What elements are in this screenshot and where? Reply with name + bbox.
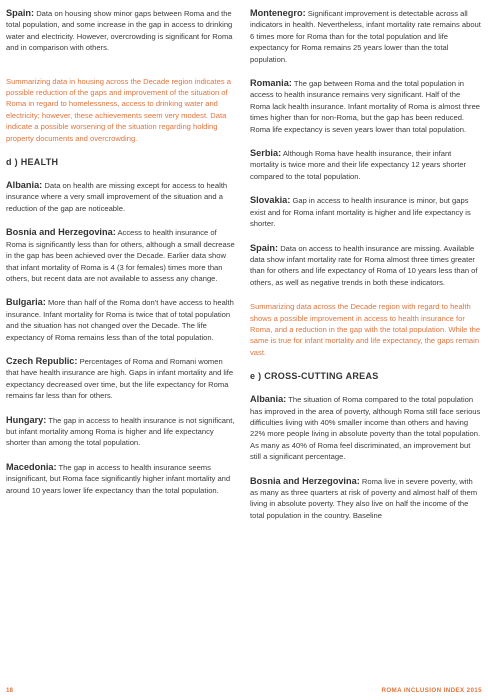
- country-label: Romania:: [250, 78, 292, 89]
- country-label: Bulgaria:: [6, 297, 46, 308]
- paragraph-text: Although Roma have health insurance, their infant mortality is twice more and their life expectancy 12 years shorter compared to the total population.: [250, 149, 467, 181]
- country-label: Hungary:: [6, 414, 47, 425]
- country-label: Albania:: [6, 180, 43, 191]
- country-label: Spain:: [6, 8, 35, 18]
- page-footer: [6, 684, 482, 694]
- health-slovakia-paragraph: [250, 195, 482, 229]
- health-albania-paragraph: [6, 180, 236, 214]
- country-label: Bosnia and Herzegovina:: [6, 227, 116, 238]
- health-serbia-paragraph: [250, 148, 482, 182]
- paragraph-text: Access to health insurance of Roma is significantly less than for others, although a small decrease in the gap has been achieved over the Decade. Earlier data show that infant mortality of Roma is 4 (3 for females) times more than others, but recent data are not available to assess any change.: [6, 228, 235, 283]
- right-column: [250, 8, 482, 534]
- paragraph-text: Data on housing show minor gaps between Roma and the total population, and some increase in the gap in access to drinking water and electricity. However, overcrowding is significant for Roma and in comparison with others.: [6, 9, 233, 53]
- paragraph-text: The situation of Roma compared to the total population has improved in the area of poverty, although Roma still face serious difficulties living with 40% smaller income than others and having 22% more people living in absolute poverty than the total population. As many as 40% of Roma feel discriminated, an improvement but still a significant percentage.: [250, 395, 481, 462]
- cross-bih-paragraph: [250, 476, 482, 522]
- section-heading-cross-cutting: e ) CROSS-CUTTING AREAS: [250, 371, 379, 382]
- paragraph-text: Data on health are missing except for access to health insurance where a very small improvement of the situation and a reduction of the gap are noticeable.: [6, 181, 228, 213]
- health-bih-paragraph: [6, 227, 236, 284]
- country-label: Bosnia and Herzegovina:: [250, 475, 360, 486]
- housing-summary-paragraph: Summarizing data in housing across the Decade region indicates a possible reduction of the gaps and improvement of the situation of Roma in regard to homelessness, access to drinking water and electricity; however, these achievements seem very modest. Data indicate a possible worsening of the situation regarding holding property documents and overcrowding.: [6, 76, 231, 143]
- country-label: Macedonia:: [6, 461, 57, 472]
- health-hungary-paragraph: [6, 415, 236, 449]
- country-label: Spain:: [250, 242, 279, 253]
- left-column: [6, 8, 236, 509]
- health-macedonia-paragraph: [6, 462, 236, 496]
- health-bulgaria-paragraph: [6, 297, 236, 343]
- country-label: Slovakia:: [250, 195, 291, 206]
- health-montenegro-paragraph: [250, 8, 482, 65]
- page-number: 18: [6, 687, 13, 694]
- health-romania-paragraph: [250, 78, 482, 135]
- health-spain-paragraph: [250, 243, 482, 289]
- paragraph-text: Gap in access to health insurance is minor, but gaps exist and for Roma infant mortality is higher and life expectancy is shorter.: [250, 196, 471, 229]
- paragraph-text: The gap in access to health insurance seems insignificant, but Roma face significantly higher infant mortality and around 10 years lower life expectancy than the total population.: [6, 462, 231, 495]
- paragraph-text: Roma live in severe poverty, with as many as three quarters at risk of poverty and almost half of them living in absolute poverty. They also live on half the income of the total population in the country. Baseline: [250, 476, 478, 520]
- paragraph-text: Significant improvement is detectable across all indicators in health. Nevertheless, infant mortality rate remains about 6 times more for Roma than for the total population and life expectancy for Roma remains 25 years lower than the total population.: [250, 9, 481, 64]
- country-label: Albania:: [250, 394, 287, 405]
- paragraph-text: Percentages of Roma and Romani women that have health insurance are high. Gaps in infant mortality and life expectancy decreased over time, but the life expectancy for Roma remains far less than for others.: [6, 356, 234, 401]
- paragraph-text: The gap between Roma and the total population in access to health insurance remains very significant. Half of the Roma lack health insurance. Infant mortality of Roma is almost three times higher than for non-Roma, but the gap has been reduced. Roma life expectancy is seven years lower than total population.: [250, 79, 481, 134]
- section-heading-health: d ) HEALTH: [6, 157, 59, 168]
- paragraph-text: More than half of the Roma don't have access to health insurance. Infant mortality for Roma is twice that of total population and the situation has not changed over the Decade. The life expectancy of Roma remains less than of the total population.: [6, 298, 234, 342]
- country-label: Serbia:: [250, 148, 282, 159]
- publication-title: ROMA INCLUSION INDEX 2015: [381, 687, 482, 694]
- housing-spain-paragraph: [6, 8, 236, 54]
- country-label: Czech Republic:: [6, 355, 78, 366]
- country-label: Montenegro:: [250, 8, 306, 18]
- cross-albania-paragraph: [250, 394, 482, 462]
- paragraph-text: Data on access to health insurance are missing. Available data show infant mortality rate for Roma almost three times greater than for others and life expectancy of Roma of 10 years less than of others, as well as negative trends in both these indicators.: [250, 243, 478, 287]
- paragraph-text: The gap in access to health insurance is not significant, but infant mortality among Roma is higher and life expectancy shorter than among the total population.: [6, 415, 235, 448]
- health-summary-paragraph: Summarizing data across the Decade region with regard to health shows a possible improvement in access to health insurance for Roma, and a reduction in the gap with the total population. While the same is true for infant mortality and life expectancy, the gaps remain vast.: [250, 302, 481, 357]
- health-czech-paragraph: [6, 356, 236, 402]
